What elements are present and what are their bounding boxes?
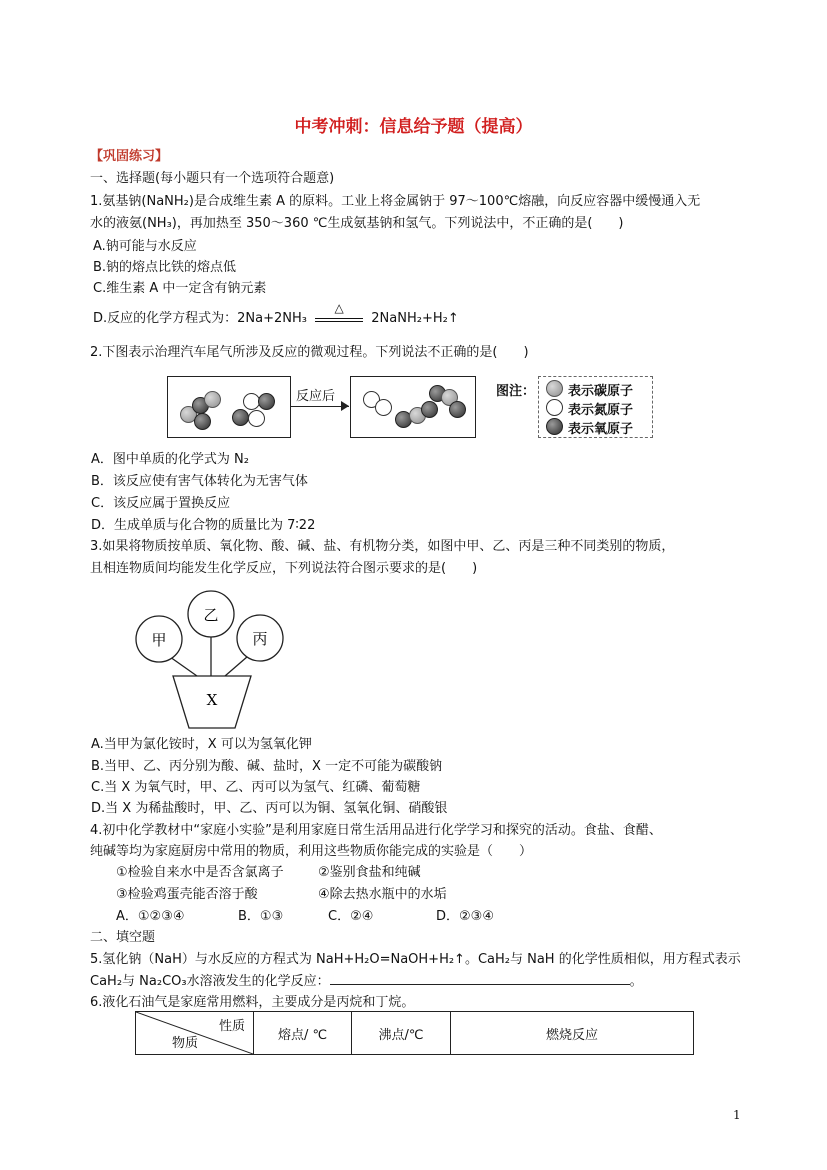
legend-carbon: 表示碳原子 [568, 384, 634, 399]
oxygen-atom [258, 393, 275, 410]
header-combustion: 燃烧反应 [451, 1012, 694, 1055]
oxygen-atom-legend-icon [546, 418, 563, 435]
q4-option-d: D．②③④ [436, 909, 494, 924]
reactants-box [167, 376, 291, 438]
reaction-condition [315, 301, 363, 322]
q2-option-b: B．该反应使有害气体转化为无害气体 [91, 474, 308, 489]
q1-option-d [93, 301, 459, 326]
q1-line1: 1.氨基钠(NaNH₂)是合成维生素 A 的原料。工业上将金属钠于 97～100℃熔融，向反应容器中缓慢通入无 [90, 194, 701, 209]
oxygen-atom [232, 409, 249, 426]
q1-option-d-prefix: D.反应的化学方程式为：2Na+2NH₃ [93, 311, 307, 326]
properties-table [135, 1011, 694, 1055]
q2-stem: 2.下图表示治理汽车尾气所涉及反应的微观过程。下列说法不正确的是( ) [90, 345, 529, 360]
q3-option-d: D.当 X 为稀盐酸时，甲、乙、丙可以为铜、氢氧化铜、硝酸银 [91, 801, 448, 816]
q2-option-d: D．生成单质与化合物的质量比为 7∶22 [91, 518, 316, 533]
header-boiling-point: 沸点/℃ [352, 1012, 451, 1055]
q4-option-b: B．①③ [238, 909, 284, 924]
section-tag: 【巩固练习】 [90, 149, 169, 164]
heat-symbol: △ [334, 301, 344, 315]
node-jia-label: 甲 [151, 631, 167, 649]
diag-header-top: 性质 [218, 1019, 245, 1034]
part2-heading: 二、填空题 [90, 930, 156, 945]
q5-line2-suffix: 。 [629, 974, 643, 989]
node-bing-label: 丙 [252, 630, 268, 648]
q3-line2: 且相连物质间均能发生化学反应，下列说法符合图示要求的是( ) [90, 561, 478, 576]
pot-label: X [206, 691, 218, 709]
q2-option-c: C．该反应属于置换反应 [91, 496, 231, 511]
legend-nitrogen: 表示氮原子 [568, 403, 634, 418]
q3-option-a: A.当甲为氯化铵时，X 可以为氢氧化钾 [91, 737, 312, 752]
answer-blank[interactable] [330, 970, 630, 985]
q4-line2: 纯碱等均为家庭厨房中常用的物质，利用这些物质你能完成的实验是（ ） [90, 844, 533, 859]
q6-stem: 6.液化石油气是家庭常用燃料，主要成分是丙烷和丁烷。 [90, 995, 415, 1010]
carbon-atom-legend-icon [546, 380, 563, 397]
page-title: 中考冲刺：信息给予题（提高） [294, 117, 533, 137]
q4-line1: 4.初中化学教材中“家庭小实验”是利用家庭日常生活用品进行化学学习和探究的活动。食盐、食醋、 [90, 823, 662, 838]
oxygen-atom [421, 401, 438, 418]
carbon-atom [204, 391, 221, 408]
node-yi-label: 乙 [203, 606, 219, 624]
q4-option-c: C．②④ [328, 909, 374, 924]
q1-line2: 水的液氨(NH₃)，再加热至 350～360 ℃生成氨基钠和氢气。下列说法中，不正确的是( ) [90, 216, 624, 231]
q3-option-b: B.当甲、乙、丙分别为酸、碱、盐时，X 一定不可能为碳酸钠 [91, 759, 443, 774]
q1-option-c: C.维生素 A 中一定含有钠元素 [93, 281, 267, 296]
diagonal-header-cell [136, 1012, 254, 1055]
q3-line1: 3.如果将物质按单质、氧化物、酸、碱、盐、有机物分类，如图中甲、乙、丙是三种不同类别的物质， [90, 539, 675, 554]
arrow-head-icon [341, 401, 349, 411]
products-box [350, 376, 476, 438]
q4-item-1: ①检验自来水中是否含氯离子 [116, 865, 284, 880]
arrow-label: 反应后 [296, 389, 336, 404]
oxygen-atom [449, 401, 466, 418]
oxygen-atom [194, 413, 211, 430]
q1-option-a: A.钠可能与水反应 [93, 239, 197, 254]
legend-title: 图注： [496, 384, 536, 399]
q3-option-c: C.当 X 为氧气时，甲、乙、丙可以为氢气、红磷、葡萄糖 [91, 780, 421, 795]
diag-header-bottom: 物质 [172, 1036, 199, 1051]
q5-line2-prefix: CaH₂与 Na₂CO₃水溶液发生的化学反应： [90, 974, 330, 989]
q4-option-a: A．①②③④ [116, 909, 185, 924]
q1-option-b: B.钠的熔点比铁的熔点低 [93, 260, 237, 275]
nitrogen-atom-legend-icon [546, 399, 563, 416]
legend-oxygen: 表示氧原子 [568, 422, 634, 437]
q5-line2 [90, 970, 643, 989]
part1-heading: 一、选择题(每小题只有一个选项符合题意) [90, 171, 335, 186]
page-number: 1 [733, 1108, 741, 1122]
q5-line1: 5.氢化钠（NaH）与水反应的方程式为 NaH+H₂O=NaOH+H₂↑。CaH₂与 NaH 的化学性质相似，用方程式表示 [90, 952, 741, 967]
nitrogen-atom [248, 410, 265, 427]
header-melting-point: 熔点/ ℃ [254, 1012, 352, 1055]
nitrogen-atom [375, 399, 392, 416]
flowerpot-diagram [125, 590, 295, 730]
q2-option-a: A．图中单质的化学式为 N₂ [91, 452, 249, 467]
q4-item-4: ④除去热水瓶中的水垢 [318, 887, 447, 902]
q1-option-d-suffix: 2NaNH₂+H₂↑ [371, 311, 459, 326]
q4-item-3: ③检验鸡蛋壳能否溶于酸 [116, 887, 258, 902]
q4-item-2: ②鉴别食盐和纯碱 [318, 865, 421, 880]
legend-box [538, 376, 653, 438]
